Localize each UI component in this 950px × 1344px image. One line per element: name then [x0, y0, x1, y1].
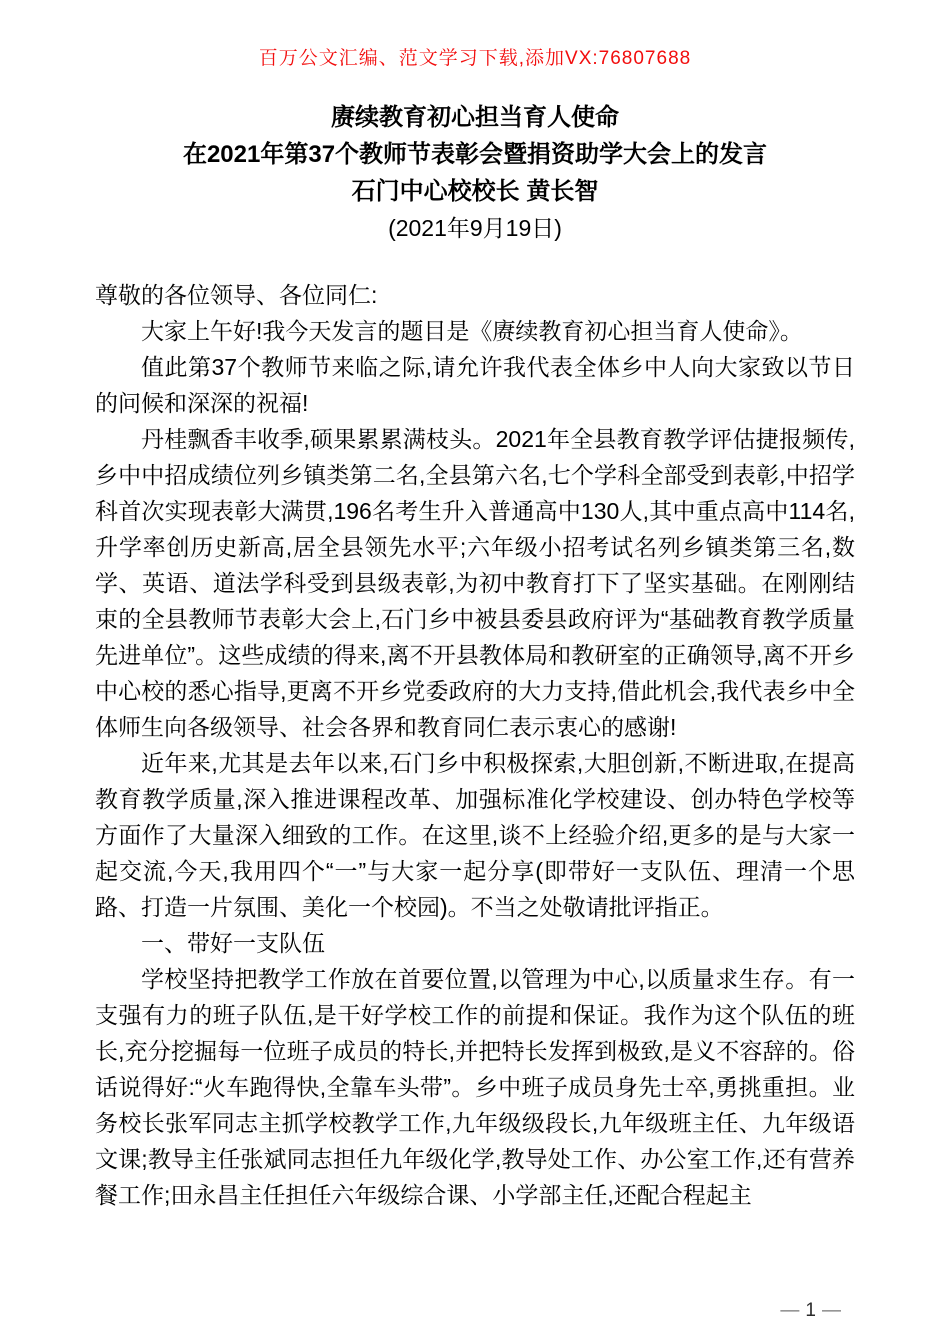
body-paragraph: 近年来,尤其是去年以来,石门乡中积极探索,大胆创新,不断进取,在提高教育教学质量,深入推进课程改革、加强标准化学校建设、创办特色学校等方面作了大量深入细致的工作。在这里,谈不上经验介绍,更多的是与大家一起交流,今天,我用四个“一”与大家一起分享(即带好一支队伍、理清一个思路、打造一片氛围、美化一个校园)。不当之处敬请批评指正。: [95, 750, 855, 920]
title-block: [0, 99, 950, 247]
section-heading: 一、带好一支队伍: [141, 930, 325, 956]
body-paragraph: 值此第37个教师节来临之际,请允许我代表全体乡中人向大家致以节日的问候和深深的祝福!: [95, 354, 855, 416]
document-body: [95, 277, 855, 1213]
watermark-notice: 百万公文汇编、范文学习下载,添加VX:76807688: [258, 48, 692, 69]
date-line: (2021年9月19日): [388, 215, 562, 241]
document-title: 赓续教育初心担当育人使命: [331, 104, 619, 131]
speaker-line: 石门中心校校长 黄长智: [351, 178, 599, 205]
body-paragraph: 学校坚持把教学工作放在首要位置,以管理为中心,以质量求生存。有一支强有力的班子队伍,是干好学校工作的前提和保证。我作为这个队伍的班长,充分挖掘每一位班子成员的特长,并把特长发挥到极致,是义不容辞的。俗话说得好:“火车跑得快,全靠车头带”。乡中班子成员身先士卒,勇挑重担。业务校长张军同志主抓学校教学工作,九年级级段长,九年级班主任、九年级语文课;教导主任张斌同志担任九年级化学,教导处工作、办公室工作,还有营养餐工作;田永昌主任担任六年级综合课、小学部主任,还配合程起主: [95, 966, 855, 1208]
body-paragraph: 丹桂飘香丰收季,硕果累累满枝头。2021年全县教育教学评估捷报频传,乡中中招成绩位列乡镇类第二名,全县第六名,七个学科全部受到表彰,中招学科首次实现表彰大满贯,196名考生升入普通高中130人,其中重点高中114名,升学率创历史新高,居全县领先水平;六年级小招考试名列乡镇类第三名,数学、英语、道法学科受到县级表彰,为初中教育打下了坚实基础。在刚刚结束的全县教师节表彰大会上,石门乡中被县委县政府评为“基础教育教学质量先进单位”。这些成绩的得来,离不开县教体局和教研室的正确领导,离不开乡中心校的悉心指导,更离不开乡党委政府的大力支持,借此机会,我代表乡中全体师生向各级领导、社会各界和教育同仁表示衷心的感谢!: [95, 426, 855, 740]
salutation: 尊敬的各位领导、各位同仁:: [95, 282, 378, 308]
page-number-dash: —: [822, 1300, 841, 1321]
document-subtitle: 在2021年第37个教师节表彰会暨捐资助学大会上的发言: [182, 141, 768, 168]
body-paragraph: 大家上午好!我今天发言的题目是《赓续教育初心担当育人使命》。: [141, 318, 803, 344]
page-number-dash: —: [780, 1300, 800, 1321]
page-footer: [774, 1298, 847, 1324]
page-number: 1: [805, 1300, 816, 1321]
